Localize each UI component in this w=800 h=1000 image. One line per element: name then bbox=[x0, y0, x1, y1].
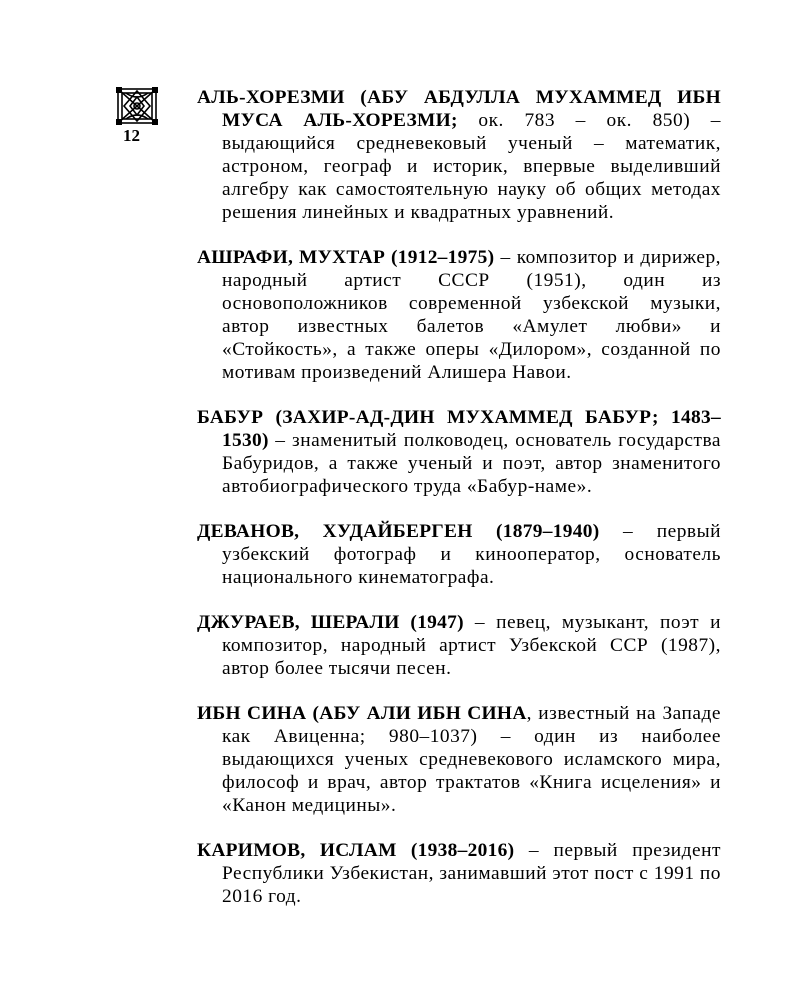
entry-text: – певец, музыкант, поэт и композитор, народный артист Узбекской ССР (1987), автор более тысячи песен. bbox=[222, 612, 721, 679]
entry-name: ИБН СИНА (АБУ АЛИ ИБН СИНА bbox=[197, 703, 527, 724]
entry-text: – первый узбекский фотограф и кинооператор, основатель национального кинематографа. bbox=[222, 521, 721, 588]
entry-name: АШРАФИ, МУХТАР (1912–1975) bbox=[197, 247, 495, 268]
glossary-entries bbox=[197, 86, 721, 930]
glossary-entry bbox=[197, 520, 721, 589]
entry-name: ДЕВАНОВ, ХУДАЙБЕРГЕН (1879–1940) bbox=[197, 521, 600, 542]
glossary-entry bbox=[197, 246, 721, 384]
glossary-entry bbox=[197, 406, 721, 498]
entry-text: – знаменитый полководец, основатель государства Бабуридов, а также ученый и поэт, автор знаменитого автобиографического труда «Бабур-наме». bbox=[222, 430, 721, 497]
glossary-entry bbox=[197, 702, 721, 817]
glossary-entry bbox=[197, 611, 721, 680]
entry-text: , известный на Западе как Авиценна; 980–1037) – один из наиболее выдающихся ученых средневекового исламского мира, философ и врач, автор трактатов «Книга исцеления» и «Канон медицины». bbox=[222, 703, 721, 816]
entry-name: ДЖУРАЕВ, ШЕРАЛИ (1947) bbox=[197, 612, 464, 633]
entry-name: АЛЬ-ХОРЕЗМИ (АБУ АБДУЛЛА МУХАММЕД ИБН МУСА АЛЬ-ХОРЕЗМИ; bbox=[197, 87, 721, 131]
entry-text: ок. 783 – ок. 850) – выдающийся средневековый ученый – математик, астроном, географ и историк, впервые выделивший алгебру как самостоятельную науку об общих методах решения линейных и квадратных уравнений. bbox=[222, 110, 721, 223]
entry-name: БАБУР (ЗАХИР-АД-ДИН МУХАММЕД БАБУР; 1483–1530) bbox=[197, 407, 721, 451]
glossary-entry bbox=[197, 839, 721, 908]
glossary-entry bbox=[197, 86, 721, 224]
entry-name: КАРИМОВ, ИСЛАМ (1938–2016) bbox=[197, 840, 515, 861]
page-number: 12 bbox=[123, 126, 140, 145]
celtic-knot-ornament-icon bbox=[116, 87, 158, 125]
entry-text: – первый президент Республики Узбекистан, занимавший этот пост с 1991 по 2016 год. bbox=[222, 840, 721, 907]
entry-text: – композитор и дирижер, народный артист СССР (1951), один из основоположников современной узбекской музыки, автор известных балетов «Амулет любви» и «Стойкость», а также оперы «Дилором», созданной по мотивам произведений Алишера Навои. bbox=[222, 247, 721, 383]
